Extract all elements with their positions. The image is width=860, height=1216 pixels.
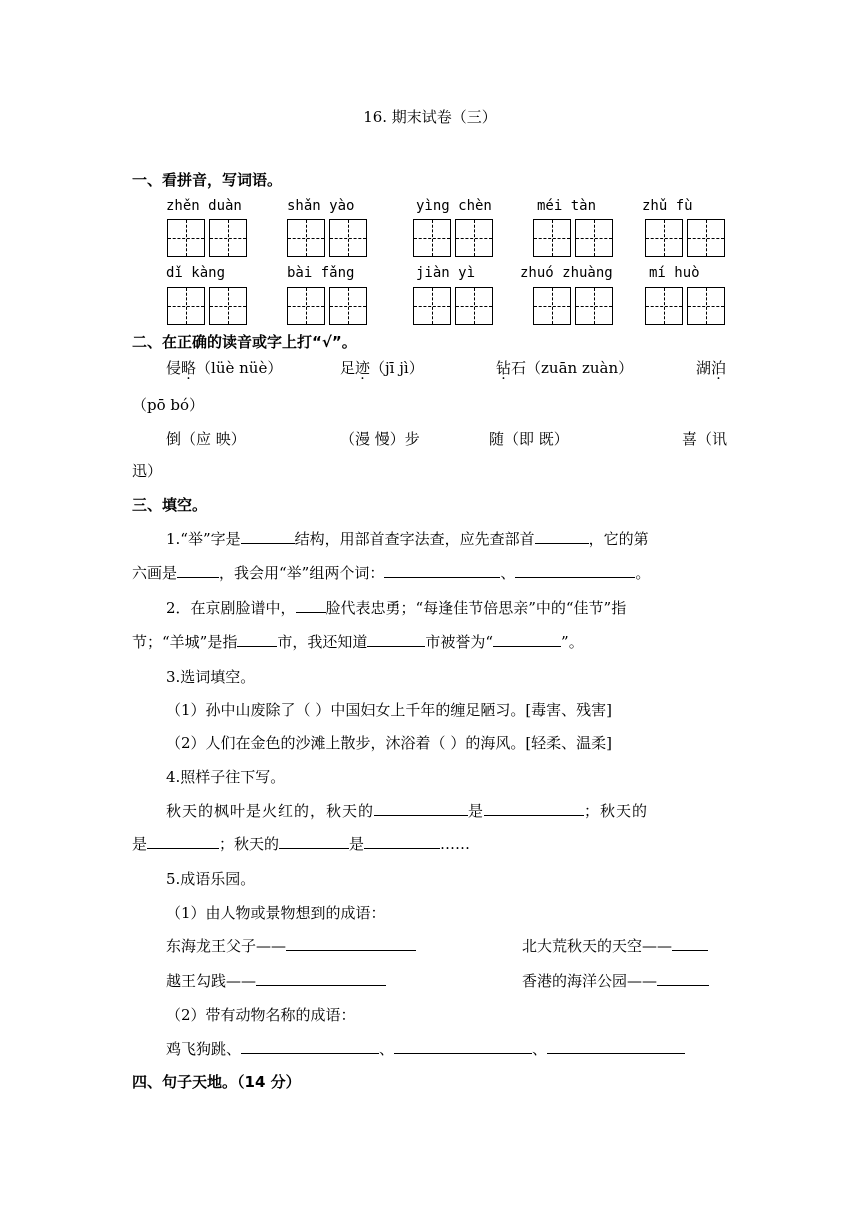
reading-options[interactable]: （zuān zuàn）	[526, 359, 634, 377]
q-text: 节；“羊城”是指	[132, 633, 238, 651]
answer-blank[interactable]	[241, 1039, 379, 1054]
writing-box[interactable]	[413, 219, 451, 257]
writing-box[interactable]	[209, 219, 247, 257]
writing-box[interactable]	[455, 287, 493, 325]
answer-blank[interactable]	[515, 563, 635, 578]
q-text: 脸代表忠勇；“每逢佳节倍思亲”中的“佳节”指	[325, 599, 627, 617]
char-options[interactable]: 迅）	[132, 462, 163, 480]
answer-blank[interactable]	[296, 598, 326, 613]
pinyin-label: shǎn yào	[287, 198, 355, 214]
writing-box[interactable]	[287, 219, 325, 257]
section-2-heading: 二、在正确的读音或字上打“√”。	[132, 333, 357, 351]
question-3-item-1: （1）孙中山废除了（ ）中国妇女上千年的缠足陋习。[毒害、残害]	[166, 701, 613, 719]
writing-box[interactable]	[645, 219, 683, 257]
writing-box[interactable]	[167, 287, 205, 325]
q-text: 、	[500, 564, 516, 582]
dotted-char: 略	[181, 359, 197, 377]
item-char: 足	[340, 359, 356, 377]
answer-blank[interactable]	[374, 801, 468, 816]
q-text: 是	[468, 802, 485, 820]
idiom-item	[522, 935, 708, 956]
writing-box[interactable]	[329, 287, 367, 325]
q-text: ；秋天的	[219, 835, 280, 853]
answer-blank[interactable]	[657, 971, 709, 986]
pinyin-label: jiàn yì	[416, 265, 476, 281]
answer-blank[interactable]	[286, 936, 416, 951]
q-text: 是	[132, 835, 148, 853]
question-4-line-2	[132, 833, 470, 854]
writing-box[interactable]	[533, 287, 571, 325]
answer-blank[interactable]	[279, 834, 349, 849]
answer-blank[interactable]	[177, 563, 219, 578]
answer-blank[interactable]	[493, 632, 561, 647]
answer-blank[interactable]	[547, 1039, 685, 1054]
pronunciation-item	[166, 357, 282, 378]
pinyin-label: dǐ kàng	[166, 265, 226, 281]
pinyin-label: yìng chèn	[416, 198, 492, 214]
writing-box[interactable]	[575, 287, 613, 325]
q-text: 北大荒秋天的天空——	[522, 937, 673, 955]
q-text: 是	[349, 835, 365, 853]
question-1-line-1	[166, 528, 649, 549]
q-text: 市，我还知道	[277, 633, 368, 651]
pinyin-label: bài fǎng	[287, 265, 355, 281]
q-text: 、	[532, 1040, 548, 1058]
reading-options[interactable]: （jī jì）	[370, 359, 424, 377]
q-text: 1.“举”字是	[166, 530, 241, 548]
question-5-part-1: （1）由人物或景物想到的成语：	[166, 904, 386, 922]
q-text: 、	[379, 1040, 395, 1058]
idiom-item	[522, 970, 709, 991]
idiom-animal-line	[166, 1038, 685, 1059]
item-char: 侵	[166, 359, 182, 377]
reading-options[interactable]: （pō bó）	[132, 396, 205, 414]
q-text: 鸡飞狗跳、	[166, 1040, 242, 1058]
answer-blank[interactable]	[484, 801, 584, 816]
answer-blank[interactable]	[241, 529, 295, 544]
question-3-title: 3.选词填空。	[166, 668, 256, 686]
idiom-item	[166, 970, 386, 991]
item-char: 石	[511, 359, 527, 377]
question-2-line-2	[132, 631, 584, 652]
answer-blank[interactable]	[256, 971, 386, 986]
question-1-line-2	[132, 562, 650, 583]
q-text: ，它的第	[588, 530, 649, 548]
answer-blank[interactable]	[147, 834, 219, 849]
q-text: 。	[635, 564, 651, 582]
idiom-item	[166, 935, 416, 956]
writing-box[interactable]	[329, 219, 367, 257]
q-text: ……	[440, 835, 471, 853]
writing-box[interactable]	[413, 287, 451, 325]
writing-box[interactable]	[167, 219, 205, 257]
question-4-line-1	[166, 800, 648, 821]
dotted-char: 钻	[496, 359, 512, 377]
dotted-char: 迹	[355, 359, 371, 377]
q-text: 六画是	[132, 564, 178, 582]
reading-options[interactable]: （lüè nüè）	[196, 359, 283, 377]
pinyin-label: zhěn duàn	[166, 198, 242, 214]
q-text: 市被誉为“	[425, 633, 494, 651]
pronunciation-item	[340, 357, 424, 378]
char-options[interactable]: 喜（讯	[682, 430, 728, 448]
q-text: 东海龙王父子——	[166, 937, 287, 955]
section-4-heading: 四、句子天地。（14 分）	[132, 1073, 301, 1091]
writing-box[interactable]	[687, 219, 725, 257]
section-1-heading: 一、看拼音，写词语。	[132, 171, 283, 189]
pronunciation-item	[496, 357, 633, 378]
item-char: 湖	[696, 359, 712, 377]
pinyin-label: zhuó zhuàng	[520, 265, 613, 281]
q-text: ”。	[561, 633, 584, 651]
dotted-char: 泊	[711, 359, 727, 377]
section-3-heading: 三、填空。	[132, 496, 208, 514]
writing-box[interactable]	[645, 287, 683, 325]
char-options[interactable]: 随（即 既）	[489, 430, 569, 448]
writing-box[interactable]	[687, 287, 725, 325]
q-text: ；秋天的	[584, 802, 649, 820]
pinyin-label: zhǔ fù	[642, 198, 693, 214]
q-text: 越王勾践——	[166, 972, 257, 990]
writing-box[interactable]	[455, 219, 493, 257]
answer-blank[interactable]	[384, 563, 500, 578]
writing-box[interactable]	[287, 287, 325, 325]
writing-box[interactable]	[209, 287, 247, 325]
answer-blank[interactable]	[672, 936, 708, 951]
char-options[interactable]: （漫 慢）步	[340, 430, 420, 448]
answer-blank[interactable]	[535, 529, 589, 544]
q-text: 2．在京剧脸谱中，	[166, 599, 296, 617]
pinyin-label: méi tàn	[537, 198, 597, 214]
question-5-part-2: （2）带有动物名称的成语：	[166, 1006, 356, 1024]
question-4-title: 4.照样子往下写。	[166, 768, 286, 786]
question-2-line-1	[166, 597, 626, 618]
q-text: 结构，用部首查字法查，应先查部首	[294, 530, 535, 548]
answer-blank[interactable]	[364, 834, 440, 849]
answer-blank[interactable]	[237, 632, 277, 647]
question-3-item-2: （2）人们在金色的沙滩上散步，沐浴着（ ）的海风。[轻柔、温柔]	[166, 734, 613, 752]
answer-blank[interactable]	[394, 1039, 532, 1054]
pinyin-label: mí huò	[649, 265, 700, 281]
q-text: 香港的海洋公园——	[522, 972, 658, 990]
q-text: ，我会用“举”组两个词：	[219, 564, 385, 582]
char-options[interactable]: 倒（应 映）	[166, 430, 246, 448]
page-title: 16. 期末试卷（三）	[363, 108, 497, 126]
q-text: 秋天的枫叶是火红的，秋天的	[166, 802, 375, 820]
writing-box[interactable]	[533, 219, 571, 257]
pronunciation-item	[696, 357, 726, 378]
writing-box[interactable]	[575, 219, 613, 257]
question-5-title: 5.成语乐园。	[166, 870, 256, 888]
answer-blank[interactable]	[367, 632, 425, 647]
